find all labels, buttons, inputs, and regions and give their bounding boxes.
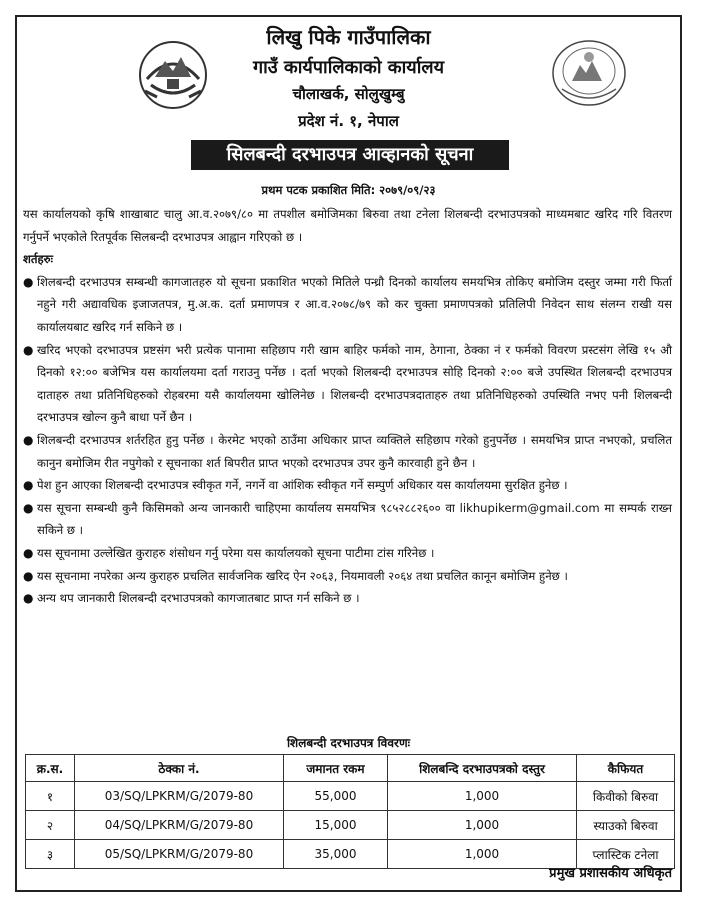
table-row bbox=[26, 811, 675, 840]
cell-deposit: 15,000 bbox=[284, 811, 388, 840]
table-row bbox=[26, 782, 675, 811]
cell-contract-no: 03/SQ/LPKRM/G/2079-80 bbox=[75, 782, 284, 811]
condition-item bbox=[23, 429, 672, 474]
condition-text: पेश हुन आएका शिलबन्दी दरभाउपत्र स्वीकृत गर्ने, नगर्ने वा आंशिक स्वीकृत गर्ने सम्पुर्ण अधिकार यस कार्यालयमा सुरक्षित हुनेछ । bbox=[37, 478, 568, 493]
condition-text: शिलबन्दी दरभाउपत्र सम्बन्धी कागजातहरु यो सूचना प्रकाशित भएको मितिले पन्ध्रौ दिनको कार्यालय समयभित्र तोकिए बमोजिम दस्तुर जम्मा गरी फिर्ता नहुने गरी अद्यावधिक इजाजतपत्र, मु.अ.क. दर्ता प्रमाणपत्र र आ.व.२०७८/७९ को कर चुक्ता प्रमाणपत्रको प्रतिलिपी निवेदन साथ संलग्न राखी यस कार्यालयबाट खरिद गर्न सकिने छ । bbox=[37, 274, 672, 334]
col-header-deposit: जमानत रकम bbox=[284, 755, 388, 782]
condition-item bbox=[23, 565, 672, 588]
cell-fee: 1,000 bbox=[388, 782, 577, 811]
province-line: प्रदेश नं. १, नेपाल bbox=[298, 112, 399, 130]
condition-item bbox=[23, 542, 672, 565]
bullet-icon: ● bbox=[23, 342, 34, 357]
table-header-row bbox=[26, 755, 675, 782]
bullet-icon: ● bbox=[23, 591, 34, 606]
cell-deposit: 35,000 bbox=[284, 840, 388, 869]
condition-text: खरिद भएको दरभाउपत्र प्रष्टसंग भरी प्रत्येक पानामा सहिछाप गरी खाम बाहिर फर्मको नाम, ठेगाना, ठेक्का नं र फर्मको विवरण प्रस्टसंग लेखि १५ औ दिनको १२:०० बजेभित्र यस कार्यालयमा दर्ता गराउनु पर्नेछ । दर्ता भएको शिलबन्दी दरभाउपत्र सोहि दिनको २:०० बजे उपस्थित शिलबन्दी दरभाउपत्र दाताहरु तथा प्रतिनिधिहरुको रोहबरमा यसै कार्यालयमा खोलिनेछ । शिलबन्दी दरभाउपत्रदाताहरु तथा प्रतिनिधिहरुको उपस्थिति नभए पनी शिलबन्दी दरभाउपत्र खोल्न कुनै बाधा पर्ने छैन । bbox=[37, 342, 672, 425]
col-header-serial: क्र.स. bbox=[26, 755, 75, 782]
condition-text: अन्य थप जानकारी शिलबन्दी दरभाउपत्रको कागजातबाट प्राप्त गर्न सकिने छ । bbox=[37, 591, 360, 606]
condition-item bbox=[23, 474, 672, 497]
bid-details-table bbox=[25, 754, 675, 869]
bullet-icon: ● bbox=[23, 274, 34, 289]
col-header-remarks: कैफियत bbox=[577, 755, 675, 782]
bullet-icon: ● bbox=[23, 500, 34, 515]
cell-contract-no: 04/SQ/LPKRM/G/2079-80 bbox=[75, 811, 284, 840]
col-header-contract-no: ठेक्का नं. bbox=[75, 755, 284, 782]
condition-text: शिलबन्दी दरभाउपत्र शर्तरहित हुनु पर्नेछ । केरमेट भएको ठाउँमा अधिकार प्राप्त व्यक्तिले सहिछाप गरेको हुनुपर्नेछ । समयभित्र प्राप्त नभएको, प्रचलित कानुन बमोजिम रीत नपुगेको र सूचनाका शर्त बिपरीत प्राप्त भएको दरभाउपत्र उपर कुनै कारवाही हुने छैन । bbox=[37, 432, 672, 470]
office-location: चौलाखर्क, सोलुखुम्बु bbox=[292, 85, 405, 103]
cell-fee: 1,000 bbox=[388, 840, 577, 869]
cell-remarks: स्याउको बिरुवा bbox=[577, 811, 675, 840]
cell-serial: १ bbox=[26, 782, 75, 811]
cell-remarks: प्लास्टिक टनेला bbox=[577, 840, 675, 869]
notice-title: सिलबन्दी दरभाउपत्र आव्हानको सूचना bbox=[191, 140, 509, 170]
cell-contract-no: 05/SQ/LPKRM/G/2079-80 bbox=[75, 840, 284, 869]
municipality-name: लिखु पिके गाउँपालिका bbox=[266, 25, 431, 49]
conditions-list bbox=[23, 271, 672, 610]
notice-body bbox=[23, 203, 672, 610]
cell-serial: ३ bbox=[26, 840, 75, 869]
condition-item bbox=[23, 339, 672, 429]
signatory-title: प्रमुख प्रशासकीय अधिकृत bbox=[549, 866, 672, 881]
conditions-heading: शर्तहरुः bbox=[23, 252, 53, 267]
cell-fee: 1,000 bbox=[388, 811, 577, 840]
col-header-fee: शिलबन्दि दरभाउपत्रको दस्तुर bbox=[388, 755, 577, 782]
condition-item bbox=[23, 587, 672, 610]
bullet-icon: ● bbox=[23, 432, 34, 447]
condition-item bbox=[23, 271, 672, 339]
notice-page bbox=[15, 15, 682, 892]
cell-remarks: किवीको बिरुवा bbox=[577, 782, 675, 811]
bullet-icon: ● bbox=[23, 478, 34, 493]
condition-text: यस सूचनामा नपरेका अन्य कुराहरु प्रचलित सार्वजनिक खरिद ऐन २०६३, नियमावली २०६४ तथा प्रचलित कानून बमोजिम हुनेछ । bbox=[37, 568, 568, 583]
cell-serial: २ bbox=[26, 811, 75, 840]
intro-paragraph: यस कार्यालयको कृषि शाखाबाट चालु आ.व.२०७९/८० मा तपशील बमोजिमका बिरुवा तथा टनेला शिलबन्दी दरभाउपत्रको माध्यमबाट खरिद गरि वितरण गर्नुपर्ने भएकोले रितपूर्वक सिलबन्दी दरभाउपत्र आह्वान गरिएको छ । bbox=[23, 207, 672, 244]
publish-date: प्रथम पटक प्रकाशित मिति: २०७९/०९/२३ bbox=[261, 183, 436, 197]
table-title: शिलबन्दी दरभाउपत्र विवरणः bbox=[286, 736, 411, 750]
cell-deposit: 55,000 bbox=[284, 782, 388, 811]
condition-text: यस सूचना सम्बन्धी कुनै किसिमको अन्य जानकारी चाहिएमा कार्यालय समयभित्र ९८५२८८२६०० वा likhupikerm@gmail.com मा सम्पर्क राख्न सकिने छ । bbox=[37, 500, 672, 538]
condition-item bbox=[23, 497, 672, 542]
condition-text: यस सूचनामा उल्लेखित कुराहरु शंसोधन गर्नु परेमा यस कार्यालयको सूचना पाटीमा टांस गरिनेछ । bbox=[37, 545, 435, 560]
letterhead bbox=[17, 17, 680, 152]
bullet-icon: ● bbox=[23, 545, 34, 560]
bullet-icon: ● bbox=[23, 568, 34, 583]
office-name: गाउँ कार्यपालिकाको कार्यालय bbox=[252, 57, 445, 78]
